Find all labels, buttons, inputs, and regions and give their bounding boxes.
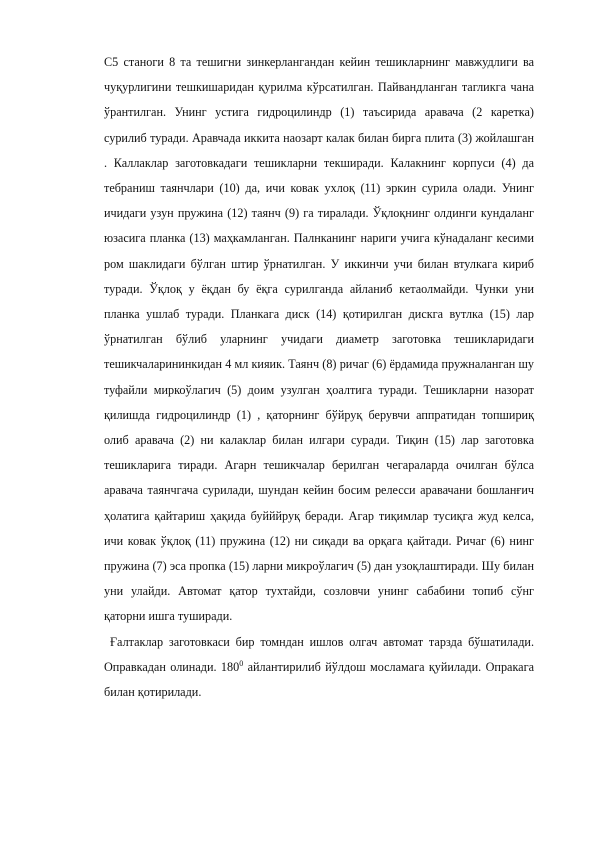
paragraph-2-text: Ғалтаклар заготовкаси бир томндан ишлов олгач автомат тарзда бўшатилади. Оправкадан олинади. 180 (104, 634, 534, 674)
body-paragraph-1: С5 станоги 8 та тешигни зинкерлангандан кейин тешикларнинг мавжудлиги ва чуқурлигини тешкишаридан қурилма кўрсатилган. Пайвандланган тагликга чана ўрантилган. Унинг устига гидроцилиндр (1) таъсирида аравача (2 каретка) сурилиб туради. Аравчада иккита наозарт калак билан бирга плита (3) жойлашган . Каллаклар заготовкадаги тешикларни текширади. Калакнинг корпуси (4) да тебраниш таянчлари (10) да, ичи ковак ухлоқ (11) эркин сурила олади. Унинг ичидаги узун пружина (12) таянч (9) га тиралади. Ўқлоқнинг олдинги кундаланг юзасига планка (13) маҳкамланган. Палнканинг нариги учига кўнадаланг кесими ром шаклидаги бўлган штир ўрнатилган. У иккинчи учи билан втулкага кириб туради. Ўқлоқ у ёқдан бу ёқга сурилганда айланиб кетаолмайди. Чунки уни планка ушлаб туради. Планкага диск (14) қотирилган дискга вутлка (15) лар ўрнатилган бўлиб уларнинг учидаги диаметр заготовка тешикларидаги тешикчаларининкидан 4 мл кияик. Таянч (8) ричаг (6) ёрдамида пружналанган шу туфайли миркоўлагич (5) доим узулган ҳоалтига туради. Тешикларни назорат қилишда гидроцилиндр (1) , қаторнинг бўйруқ берувчи аппратидан топшириқ олиб аравача (2) ни калаклар билан илгари суради. Тиқин (15) лар заготовка тешикларига тиради. Агарн тешикчалар берилган чегараларда очилган бўлса аравача таянчгача сурилади, шундан кейин босим релесси аравачани бошланғич ҳолатига қайтариш ҳақида буйййруқ беради. Агар тиқимлар тусиқга жуд келса, ичи ковак ўқлоқ (11) пружина (12) ни сиқади ва орқага қайтади. Ричаг (6) нинг пружина (7) эса пропка (15) ларни микроўлагич (5) дан узоқлаштиради. Шу билан уни улайди. Автомат қатор тухтайди, созловчи унинг сабабини топиб сўнг қаторни ишга туширади. (104, 55, 534, 624)
document-page (104, 50, 534, 705)
paragraph-2-tail: айлантирилиб йўлдош мосламага қуйилади. Опракага билан қотирилади. (104, 659, 534, 700)
degree-superscript: 0 (239, 658, 244, 668)
body-paragraph-2 (104, 630, 534, 706)
